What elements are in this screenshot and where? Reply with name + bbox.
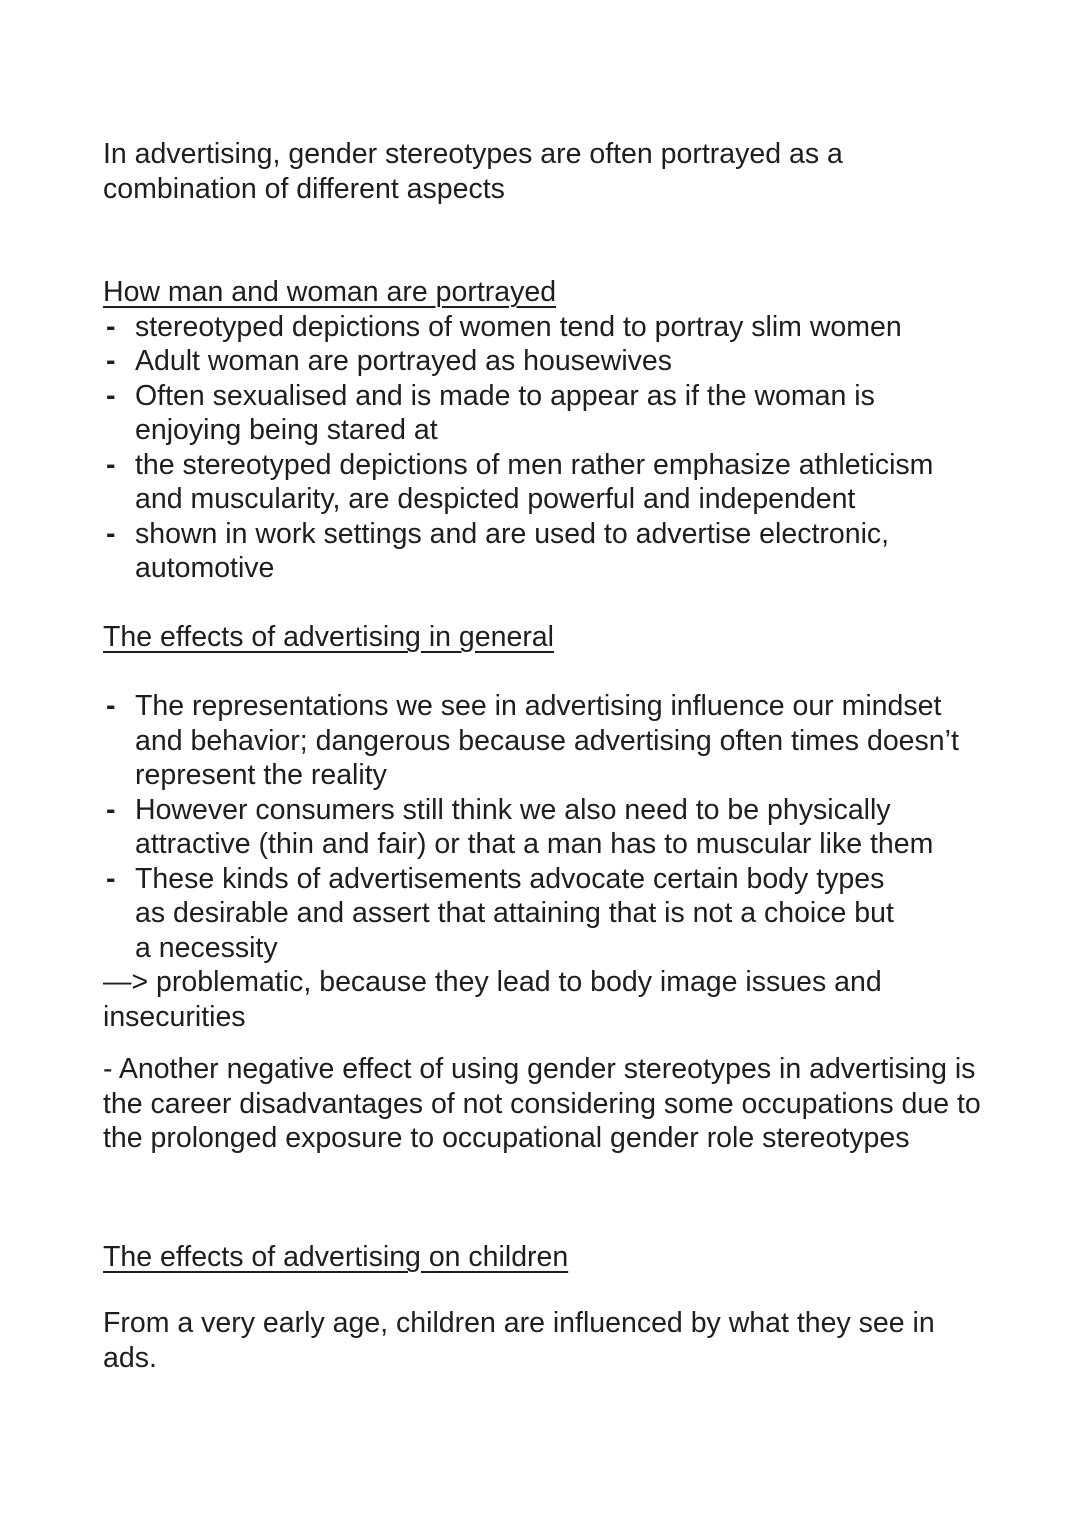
list-item: - However consumers still think we also need to be physically attractive (thin and fair) or that a man has to muscular like them [103, 793, 985, 862]
conclusion-text: —> problematic, because they lead to body image issues and insecurities [103, 966, 882, 1033]
list-item: - Adult woman are portrayed as housewives [103, 344, 953, 379]
list-item: - the stereotyped depictions of men rather emphasize athleticism and muscularity, are despicted powerful and independent [103, 448, 953, 517]
section-effects-general [103, 689, 1003, 1034]
career-disadvantage-paragraph: - Another negative effect of using gender stereotypes in advertising is the career disadvantages of not considering some occupations due to the prolonged exposure to occupational gender role stereotypes [103, 1053, 981, 1154]
list-item: - Often sexualised and is made to appear as if the woman is enjoying being stared at [103, 379, 895, 448]
section-heading-effects-children: The effects of advertising on children [103, 1241, 569, 1273]
list-item: - The representations we see in advertising influence our mindset and behavior; dangerous because advertising often times doesn’t represent the reality [103, 689, 985, 793]
section-heading-effects-general: The effects of advertising in general [103, 621, 554, 653]
list-item: - stereotyped depictions of women tend to portray slim women [103, 310, 953, 345]
section-portrayal [103, 275, 1003, 586]
children-paragraph: From a very early age, children are influenced by what they see in ads. [103, 1307, 935, 1374]
effects-general-list [103, 689, 1003, 965]
list-item: - shown in work settings and are used to advertise electronic, automotive [103, 517, 935, 586]
portrayal-list [103, 310, 953, 586]
section-heading-portrayal: How man and woman are portrayed [103, 276, 557, 308]
list-item: - These kinds of advertisements advocate certain body types as desirable and assert that attaining that is not a choice but a necessity [103, 862, 915, 966]
intro-paragraph: In advertising, gender stereotypes are often portrayed as a combination of different aspects [103, 138, 843, 205]
